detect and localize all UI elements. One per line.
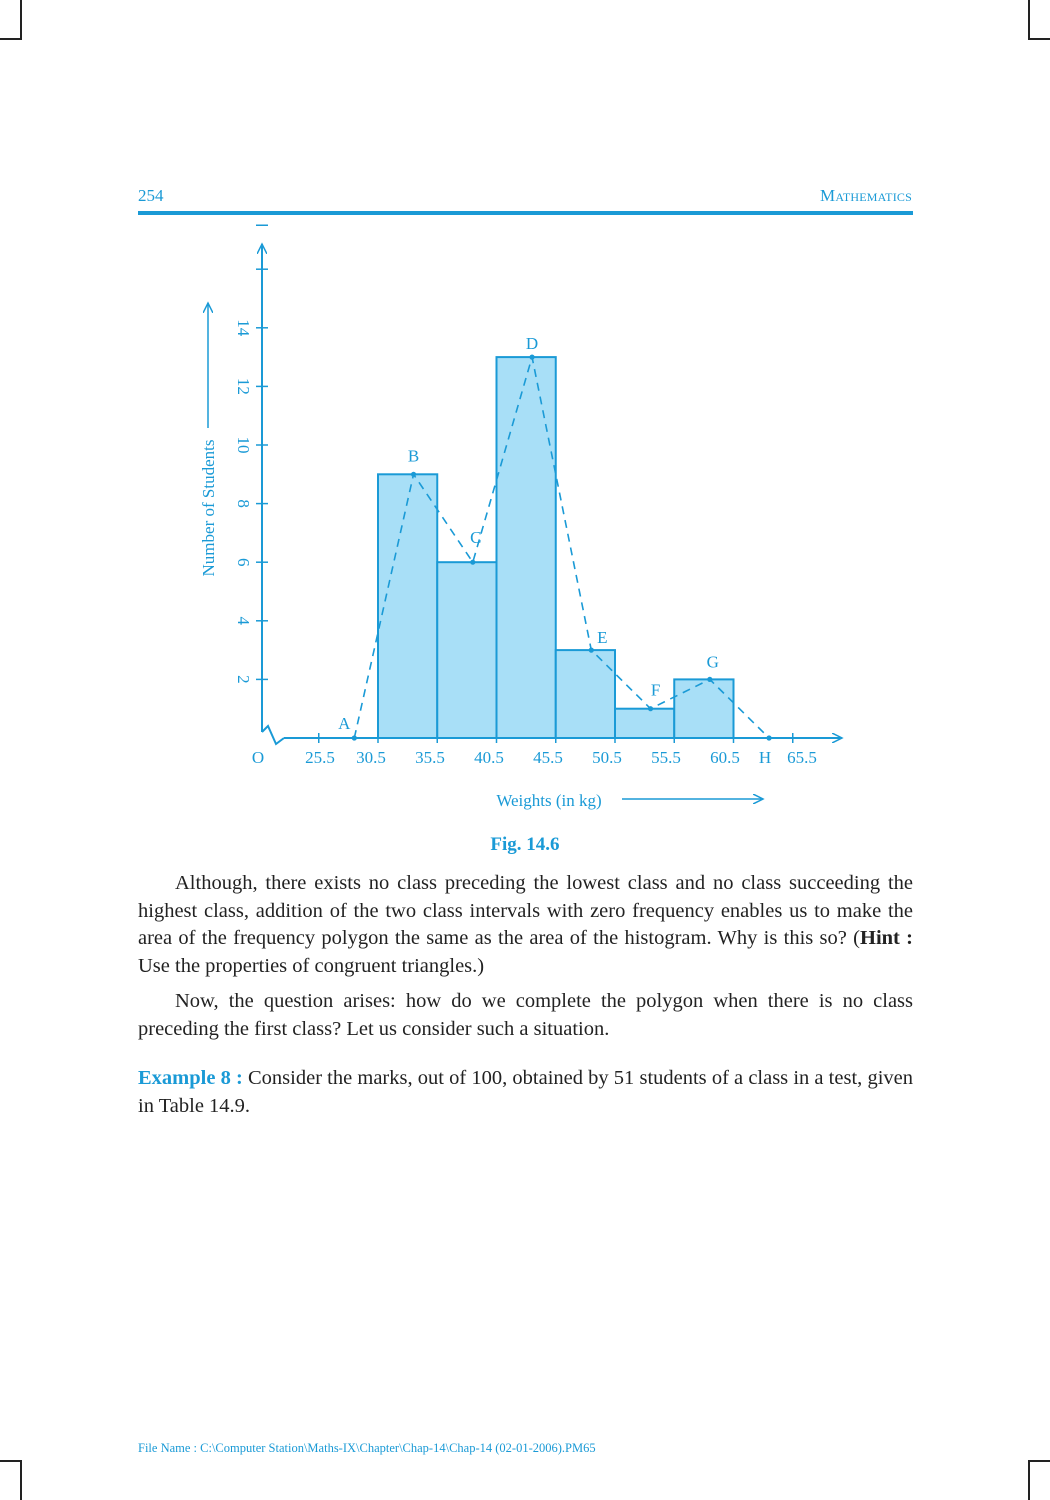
polygon-vertex (470, 560, 475, 565)
histogram-bar (437, 562, 496, 738)
page-title: Mathematics (820, 186, 912, 205)
axis-break-mark (262, 726, 284, 744)
x-tick-label: 60.5 (710, 748, 740, 767)
x-axis-title: Weights (in kg) (496, 791, 602, 810)
x-tick-label: 55.5 (651, 748, 681, 767)
vertex-label: D (525, 334, 539, 354)
polygon-vertex (766, 735, 771, 740)
figure-caption: Fig. 14.6 (490, 834, 560, 855)
histogram-bar (497, 357, 556, 738)
crop-mark-bottom-right (1028, 1460, 1030, 1500)
polygon-vertex (707, 677, 712, 682)
histogram-bar (674, 679, 733, 738)
y-tick-label: 12 (234, 377, 254, 395)
y-tick-label: 14 (234, 319, 254, 337)
polygon-vertex (648, 706, 653, 711)
x-tick-label: H (758, 748, 772, 767)
polygon-vertex (589, 648, 594, 653)
histogram-bar (556, 650, 615, 738)
hint-text: Use the properties of congruent triangles.) (138, 954, 485, 977)
origin-label: O (251, 748, 265, 767)
example-paragraph (138, 1065, 913, 1120)
x-tick-label: 40.5 (474, 748, 504, 767)
crop-mark-bottom-right (1028, 1460, 1050, 1462)
vertex-label: F (650, 680, 661, 700)
polygon-vertex (411, 472, 416, 477)
page-number: 254 (138, 186, 164, 205)
x-tick-label: 25.5 (305, 748, 335, 767)
x-tick-label: 30.5 (356, 748, 386, 767)
histogram-bar (378, 474, 437, 738)
y-tick-label: 8 (234, 499, 254, 508)
vertex-label: G (706, 652, 719, 672)
paragraph-area-explanation (138, 870, 913, 980)
polygon-vertex (529, 355, 534, 360)
crop-mark-bottom-left (20, 1460, 22, 1500)
example-text: Consider the marks, out of 100, obtained by 51 students of a class in a test, given in Table 14.9. (138, 1067, 913, 1117)
footer-filename: File Name : C:\Computer Station\Maths-IX\Chapter\Chap-14\Chap-14 (02-01-2006).PM65 (138, 1441, 596, 1455)
y-tick-label: 6 (234, 557, 254, 567)
example-label: Example 8 : (138, 1067, 243, 1089)
x-tick-label: 35.5 (415, 748, 445, 767)
y-tick-label: 2 (234, 675, 254, 684)
vertex-label: A (338, 714, 351, 733)
paragraph-text: Now, the question arises: how do we complete the polygon when there is no class preceding the first class? Let us consider such a situation. (138, 990, 913, 1040)
paragraph-text: Although, there exists no class preceding the lowest class and no class succeeding the highest class, addition of the two class intervals with zero frequency enables us to make the area of the frequency polygon the same as the area of the histogram. Why is this so? ( (138, 872, 913, 949)
hint-label: Hint : (860, 927, 913, 949)
y-tick-label: 4 (234, 616, 254, 626)
y-tick-label: 10 (234, 436, 254, 454)
vertex-label: C (470, 528, 482, 548)
crop-mark-bottom-left (0, 1460, 20, 1462)
x-tick-label: 50.5 (592, 748, 622, 767)
vertex-label: B (407, 446, 420, 466)
paragraph-question (138, 988, 913, 1043)
x-tick-label: 65.5 (787, 748, 817, 767)
polygon-vertex (352, 735, 357, 740)
y-axis-title: Number of Students (199, 439, 218, 577)
histogram-bar (615, 709, 674, 738)
x-tick-label: 45.5 (533, 748, 563, 767)
vertex-label: E (597, 628, 608, 648)
